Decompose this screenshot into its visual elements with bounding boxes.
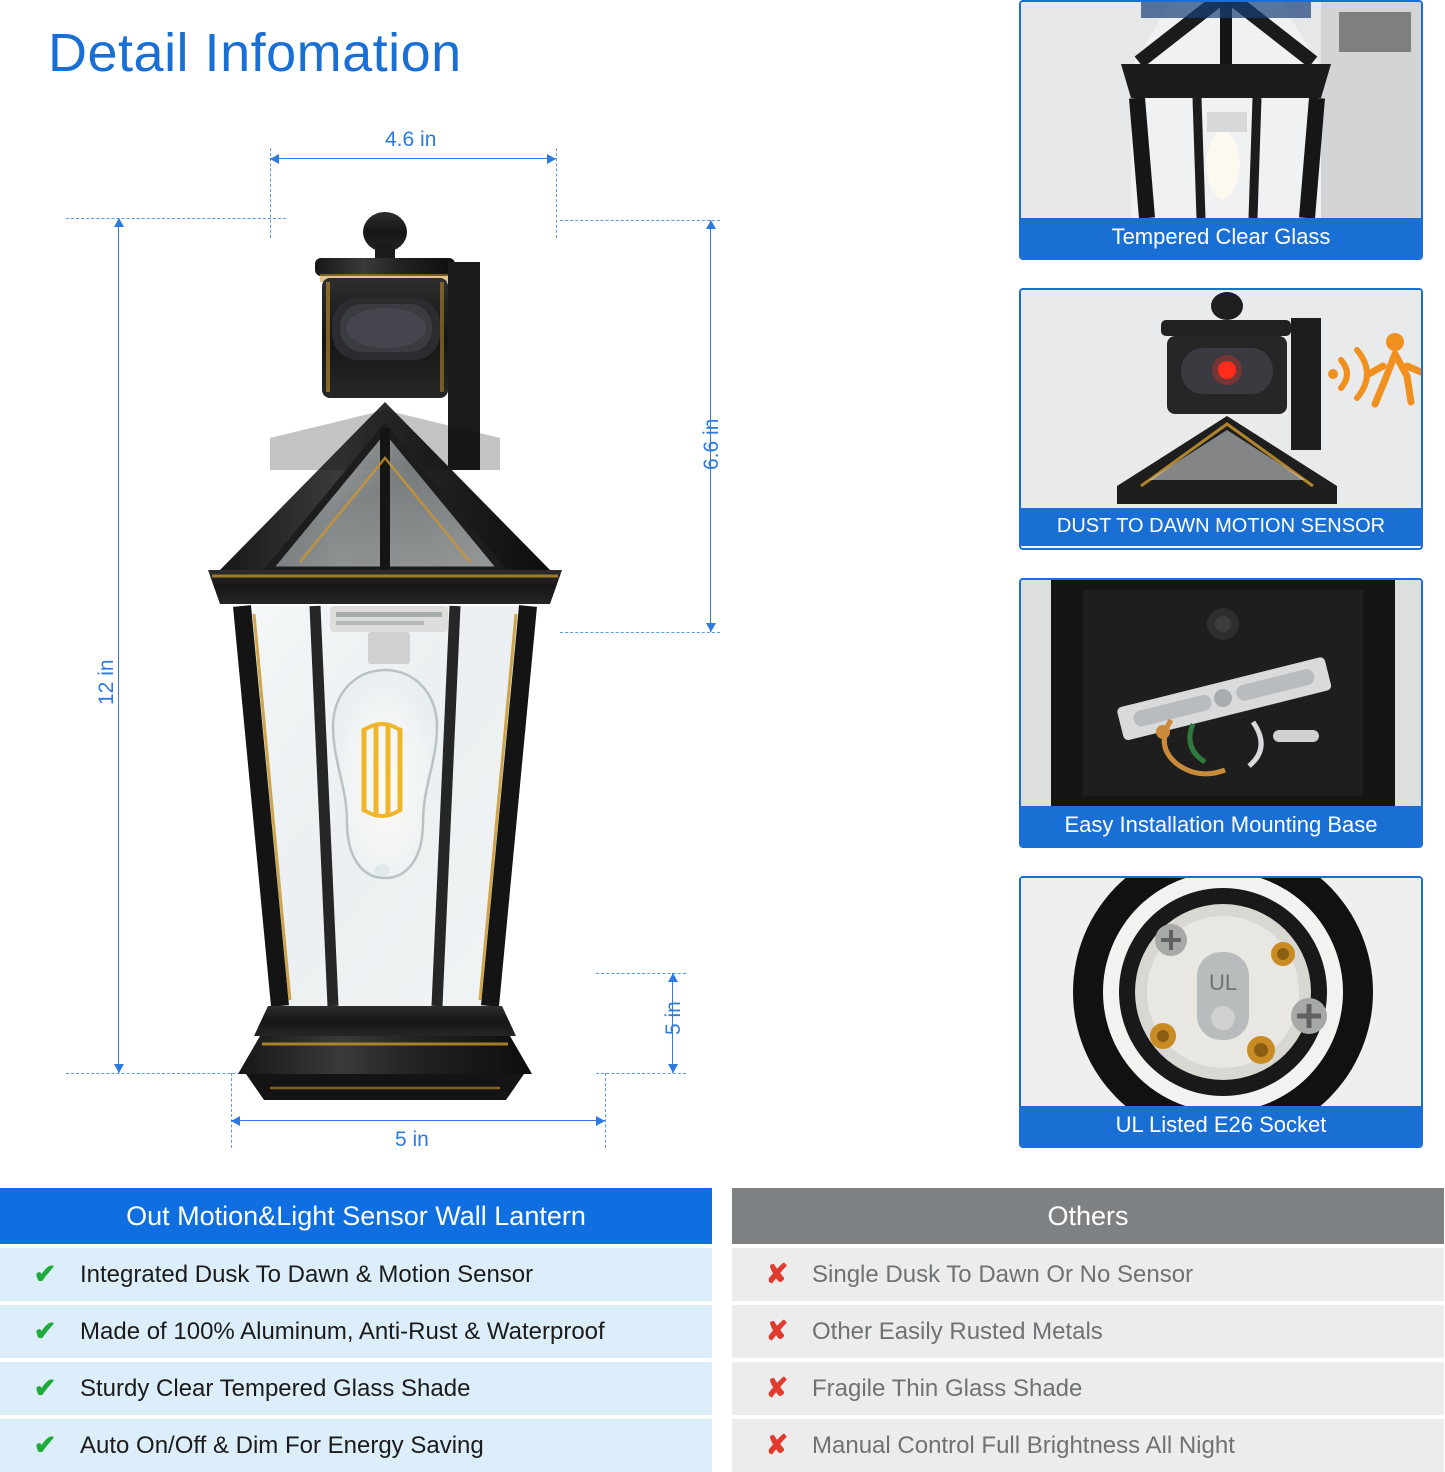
lantern-closeup-icon	[1021, 2, 1421, 218]
comparison-row-product	[0, 1248, 712, 1301]
comparison-header-product: Out Motion&Light Sensor Wall Lantern	[0, 1188, 712, 1244]
dim-arrow-depth-down	[668, 1064, 678, 1073]
mounting-base-icon	[1021, 580, 1421, 806]
dim-arrow-upper-down	[706, 623, 716, 632]
feature-card-motion-sensor	[1019, 288, 1423, 550]
dim-arrow-depth-up	[668, 973, 678, 982]
comparison-row-product	[0, 1419, 712, 1472]
feature-card-e26-socket	[1019, 876, 1423, 1148]
comparison-row-other	[732, 1362, 1444, 1415]
comparison-row-other	[732, 1305, 1444, 1358]
comparison-column-product	[0, 1188, 712, 1472]
cross-icon: ✘	[765, 1373, 789, 1403]
dim-line-top-width	[270, 158, 556, 159]
dim-line-total-height	[118, 218, 119, 1073]
check-icon: ✔	[33, 1373, 57, 1403]
cross-icon: ✘	[765, 1316, 789, 1346]
cross-icon: ✘	[765, 1430, 789, 1460]
dim-arrow-height-down	[114, 1064, 124, 1073]
check-icon: ✔	[33, 1316, 57, 1346]
dim-label-width-base: 5 in	[395, 1128, 429, 1151]
tempered-glass-photo	[1021, 2, 1421, 218]
e26-socket-icon	[1021, 878, 1421, 1106]
svg-text:UL: UL	[1208, 970, 1238, 995]
e26-socket-photo	[1021, 878, 1421, 1106]
comparison-row-text: Other Easily Rusted Metals	[812, 1317, 1103, 1345]
feature-card-caption: DUST TO DAWN MOTION SENSOR	[1021, 508, 1421, 546]
motion-sensor-photo	[1021, 290, 1421, 508]
product-dimension-diagram	[0, 110, 1010, 1185]
feature-card-caption: Easy Installation Mounting Base	[1021, 806, 1421, 846]
comparison-row-product	[0, 1305, 712, 1358]
feature-card-caption: Tempered Clear Glass	[1021, 218, 1421, 258]
comparison-row-product	[0, 1362, 712, 1415]
dim-label-height-total: 12 in	[95, 659, 118, 705]
motion-sensor-icon	[1021, 290, 1421, 508]
comparison-row-text: Integrated Dusk To Dawn & Motion Sensor	[80, 1260, 534, 1288]
comparison-table	[0, 1188, 1445, 1468]
feature-card-caption: UL Listed E26 Socket	[1021, 1106, 1421, 1146]
lantern-svg	[150, 170, 620, 1130]
comparison-row-text: Fragile Thin Glass Shade	[812, 1374, 1083, 1402]
comparison-row-text: Made of 100% Aluminum, Anti-Rust & Waterproof	[80, 1317, 605, 1345]
comparison-row-text: Sturdy Clear Tempered Glass Shade	[80, 1374, 471, 1402]
comparison-row-text: Auto On/Off & Dim For Energy Saving	[80, 1431, 484, 1459]
check-icon: ✔	[33, 1430, 57, 1460]
comparison-row-text: Single Dusk To Dawn Or No Sensor	[812, 1260, 1194, 1288]
comparison-row-other	[732, 1419, 1444, 1472]
dim-arrow-top-left	[270, 154, 279, 164]
dim-label-depth: 5 in	[662, 1001, 685, 1035]
dim-label-width-top: 4.6 in	[385, 128, 437, 151]
wall-lantern-illustration	[150, 170, 620, 1130]
dim-arrow-top-right	[547, 154, 556, 164]
feature-card-tempered-glass	[1019, 0, 1423, 260]
check-icon: ✔	[33, 1259, 57, 1289]
feature-card-mounting-base	[1019, 578, 1423, 848]
comparison-row-other	[732, 1248, 1444, 1301]
comparison-header-others: Others	[732, 1188, 1444, 1244]
page-title: Detail Infomation	[48, 23, 462, 83]
comparison-column-others	[732, 1188, 1444, 1472]
comparison-row-text: Manual Control Full Brightness All Night	[812, 1431, 1235, 1459]
dim-arrow-upper-up	[706, 220, 716, 229]
dim-label-height-upper: 6.6 in	[700, 418, 723, 470]
mounting-base-photo	[1021, 580, 1421, 806]
cross-icon: ✘	[765, 1259, 789, 1289]
dim-arrow-height-up	[114, 218, 124, 227]
